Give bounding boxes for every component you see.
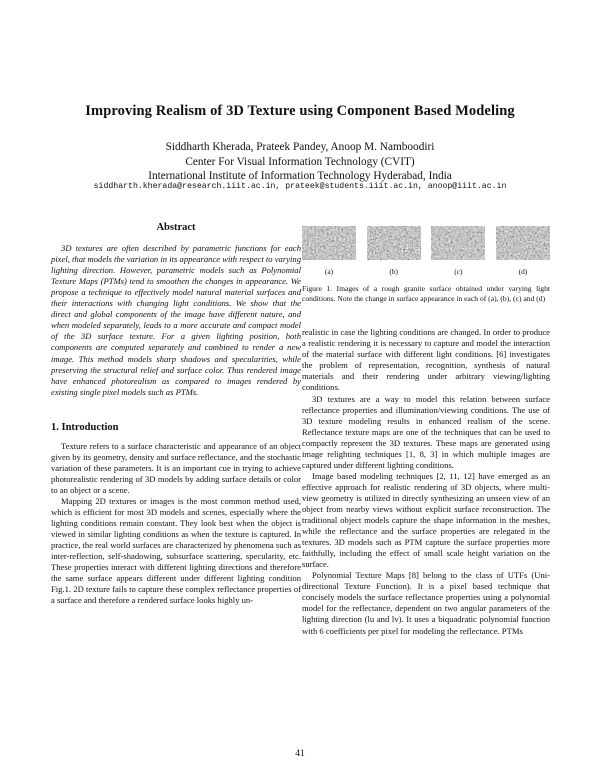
body-paragraph-image-based-modeling: Image based modeling techniques [2, 11, 12] have emerged as an effective approach for realistic rendering of 3D objects, where multi-view geometry is utilized in directly synthesizing an unseen view of an object from nearby views without explicit surface reconstruction. The traditional object models capture the shape information in the meshes, while the reflectance and the surface properties are relegated in the textures. 3D models such as PTM capture the surface properties more faithfully, including the effect of small scale height variation on the surface. bbox=[302, 470, 550, 570]
figure-caption: Figure 1. Images of a rough granite surface obtained under varying light conditions. Note the change in surface appearance in each of (a), (b), (c) and (d) bbox=[302, 284, 550, 303]
granite-image-c bbox=[431, 226, 485, 260]
subfigure-label-d: (d) bbox=[518, 267, 528, 276]
page-number: 41 bbox=[295, 749, 305, 759]
granite-image-d bbox=[496, 226, 550, 260]
author-block bbox=[0, 140, 600, 184]
subfigure-label-a: (a) bbox=[324, 267, 334, 276]
figure-images bbox=[302, 226, 550, 260]
introduction-heading: 1. Introduction bbox=[51, 421, 119, 433]
author-emails: siddharth.kherada@research.iiit.ac.in, prateek@students.iiit.ac.in, anoop@iiit.ac.in bbox=[93, 182, 507, 191]
intro-paragraph-1: Texture refers to a surface characteristic and appearance of an object given by its geometry, density and surface reflectance, and the stochastic variation of these parameters. It is an important cue in trying to achieve photorealistic rendering of 3D models by adding surface details or color to an object or a scene. bbox=[51, 440, 301, 495]
body-paragraph-ptm: Polynomial Texture Maps [8] belong to the class of UTFs (Uni-directional Texture Function). It is a pixel based technique that concisely models the surface reflectance properties using a polynomial model for the reflectance, dependent on two angular parameters of the lighting direction (lu and lv). It uses a biquadratic polynomial function with 6 coefficients per pixel for modeling the reflectance. PTMs bbox=[302, 570, 550, 636]
left-column bbox=[51, 222, 301, 606]
figure-subfigure-labels bbox=[302, 266, 550, 277]
affiliation-institute: International Institute of Information Technology Hyderabad, India bbox=[148, 170, 452, 182]
body-paragraph-3d-textures: 3D textures are a way to model this relation between surface reflectance properties and illumination/viewing conditions. The use of 3D texture modeling results in enhanced realism of the scene. Reflectance texture maps are one of the techniques that can be used to compactly represent the 3D textures. These maps are generated using image relighting techniques [1, 8, 3] in which multiple images are captured under different lighting conditions. bbox=[302, 393, 550, 470]
subfigure-label-c: (c) bbox=[454, 267, 463, 276]
abstract-text: 3D textures are often described by parametric functions for each pixel, that models the variation in its appearance with respect to varying lighting direction. However, parametric models such as Polynomial Texture Maps (PTMs) tend to smoothen the changes in appearance. We propose a technique to effectively model natural material surfaces and their interactions with changing light conditions. We show that the direct and global components of the image have different nature, and when modeled separately, leads to a more accurate and compact model of the 3D surface texture. For a given lighting position, both components are computed separately and combined to render a new image. This method models sharp shadows and specularities, while preserving the structural relief and surface color. Thus rendered image have enhanced photorealism as compared to images rendered by existing single pixel models such as PTMs. bbox=[51, 243, 301, 397]
abstract-heading: Abstract bbox=[156, 222, 196, 233]
body-paragraph-continued: realistic in case the lighting conditions are changed. In order to produce a realistic rendering it is necessary to capture and model the interaction of the material surface with different light conditions. [6] investigates the problem of representation, recognition, synthesis of natural materials and their rendering under arbitrary viewing/lighting conditions. bbox=[302, 327, 550, 393]
intro-paragraph-2: Mapping 2D textures or images is the most common method used, which is efficient for most 3D models and scenes, especially where the lighting conditions remain constant. They look best when the object is viewed in similar lighting conditions as when the texture is captured. In practice, the real world surfaces are characterized by phenomena such as inter-reflection, self-shadowing, subsurface scattering, specularity, etc. These properties interact with different lighting directions and therefore the same surface appears different under different lighting condition Fig.1. 2D texture fails to capture these complex reflectance properties of a surface and therefore a rendered surface looks highly un- bbox=[51, 495, 301, 606]
right-column bbox=[302, 226, 550, 637]
author-names: Siddharth Kherada, Prateek Pandey, Anoop M. Namboodiri bbox=[165, 141, 435, 153]
granite-image-a bbox=[302, 226, 356, 260]
paper-title: Improving Realism of 3D Texture using Component Based Modeling bbox=[85, 103, 515, 119]
affiliation-center: Center For Visual Information Technology (CVIT) bbox=[185, 155, 415, 168]
granite-image-b bbox=[367, 226, 421, 260]
subfigure-label-b: (b) bbox=[389, 267, 398, 276]
figure-1 bbox=[302, 226, 550, 303]
